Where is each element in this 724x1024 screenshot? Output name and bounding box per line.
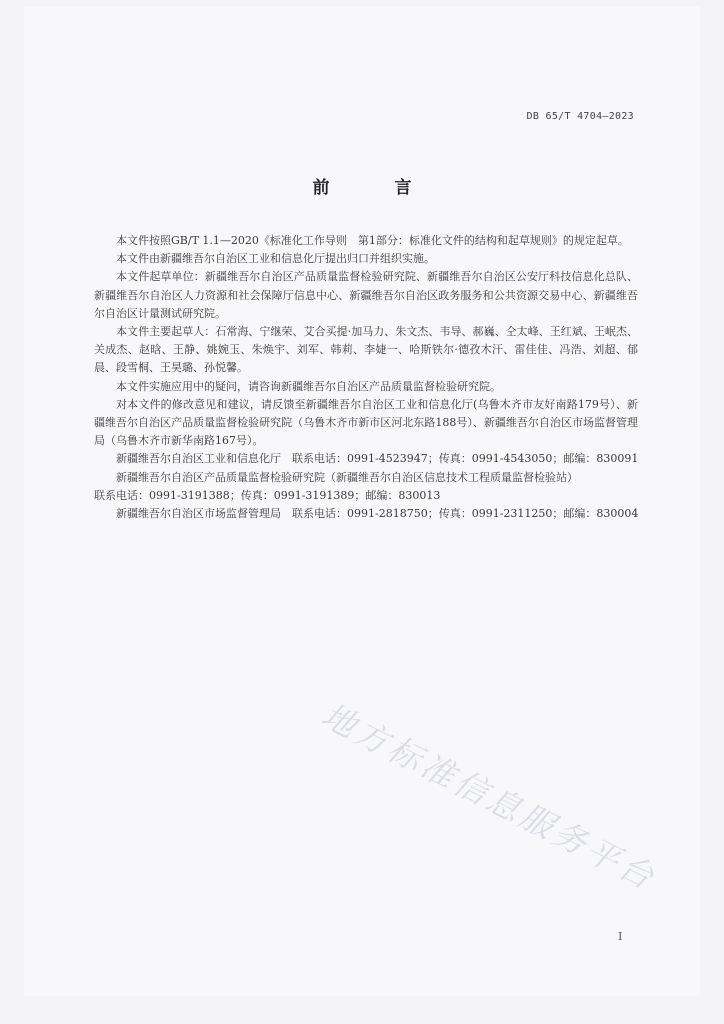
foreword-body — [94, 232, 638, 523]
page-title: 前 言 — [312, 178, 436, 198]
contact-line-quality-institute: 新疆维吾尔自治区产品质量监督检验研究院（新疆维吾尔自治区信息技术工程质量监督检验站） — [116, 470, 578, 484]
contact-line-industry: 新疆维吾尔自治区工业和信息化厅 联系电话：0991-4523947；传真：0991-4543050；邮编：830091 — [116, 452, 639, 466]
paragraph-proposer: 本文件由新疆维吾尔自治区工业和信息化厅提出归口并组织实施。 — [116, 252, 435, 266]
contact-line-quality-phone: 联系电话：0991-3191388；传真：0991-3191389；邮编：830013 — [94, 488, 441, 502]
contact-line-market-regulation: 新疆维吾尔自治区市场监督管理局 联系电话：0991-2818750；传真：0991-2311250；邮编：830004 — [116, 507, 639, 521]
paragraph-inquiry: 本文件实施应用中的疑问，请咨询新疆维吾尔自治区产品质量监督检验研究院。 — [116, 379, 501, 393]
paragraph-drafting-rules: 本文件按照GB/T 1.1—2020《标准化工作导则 第1部分：标准化文件的结构和起草规则》的规定起草。 — [116, 234, 629, 247]
paragraph-drafting-units: 本文件起草单位：新疆维吾尔自治区产品质量监督检验研究院、新疆维吾尔自治区公安厅科技信息化总队、新疆维吾尔自治区人力资源和社会保障厅信息中心、新疆维吾尔自治区政务服务和公共资源交易中心、新疆维吾尔自治区计量测试研究院。 — [94, 270, 638, 320]
paragraph-drafters: 本文件主要起草人：石常海、宁继荣、艾合买提·加马力、朱文杰、韦导、郝巍、仝太峰、王红斌、王岷杰、关成杰、赵晗、王静、姚婉玉、朱焕宇、刘军、韩莉、李婕一、哈斯铁尔·德孜木汗、雷佳佳、冯浩、刘超、郁晨、段雪桐、王昊璐、孙悦馨。 — [94, 325, 638, 375]
page-number: I — [618, 930, 623, 943]
watermark-text: 地方标准信息服务平台 — [315, 695, 663, 899]
paragraph-feedback: 对本文件的修改意见和建议，请反馈至新疆维吾尔自治区工业和信息化厅(乌鲁木齐市友好南路179号）、新疆维吾尔自治区产品质量监督检验研究院（乌鲁木齐市新市区河北东路188号）、新疆维吾尔自治区市场监督管理局（乌鲁木齐市新华南路167号）。 — [94, 397, 638, 448]
document-code: DB 65/T 4704—2023 — [526, 111, 634, 122]
